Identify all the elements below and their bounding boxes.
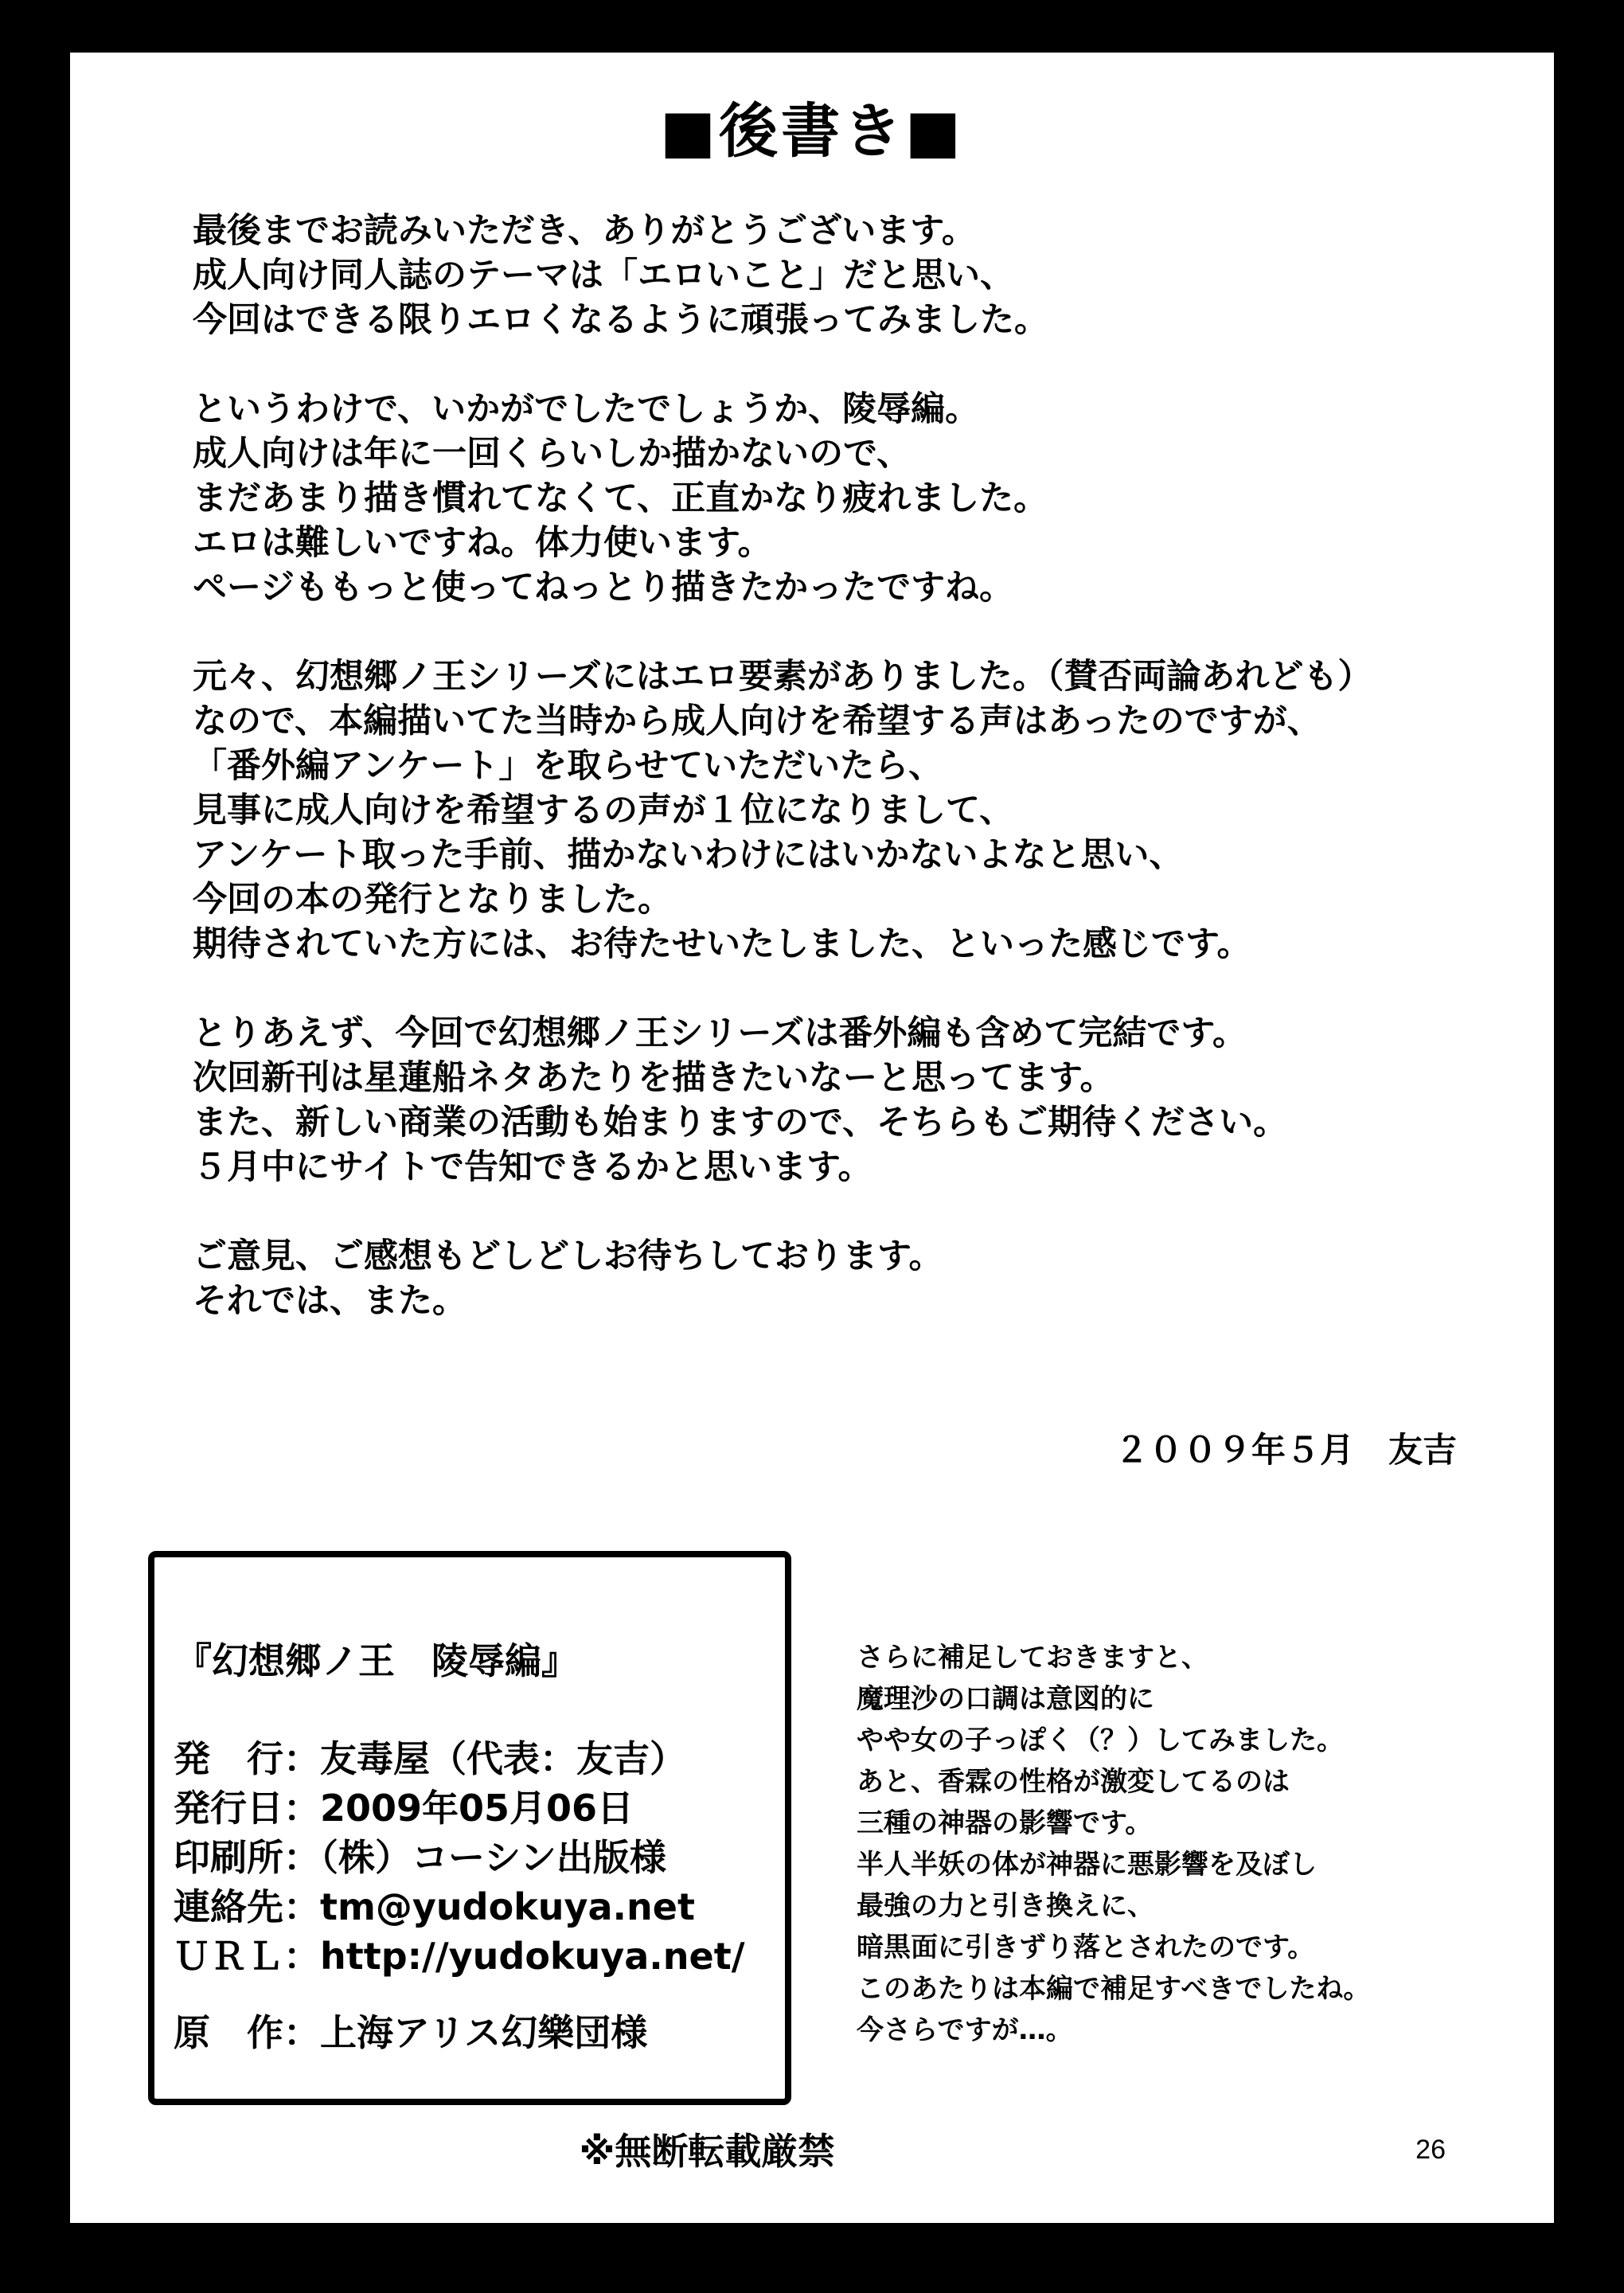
text-line: 最後までお読みいただき、ありがとうございます。 bbox=[193, 211, 976, 251]
note-line: このあたりは本編で補足すべきでしたね。 bbox=[857, 1973, 1371, 2005]
note-line: あと、香霖の性格が激変してるのは bbox=[857, 1766, 1290, 1798]
publish-date-row: 発行日：2009年05月06日 bbox=[174, 1787, 634, 1830]
text-line: エロは難しいですね。体力使います。 bbox=[193, 523, 772, 563]
text-line: 次回新刊は星蓮船ネタあたりを描きたいなーと思ってます。 bbox=[193, 1058, 1115, 1098]
paragraph bbox=[193, 209, 1530, 342]
text-line: ５月中にサイトで告知できるかと思います。 bbox=[193, 1147, 873, 1187]
text-line: 成人向けは年に一回くらいしか描かないので、 bbox=[193, 434, 912, 474]
note-line: 暗黒面に引きずり落とされたのです。 bbox=[857, 1932, 1315, 1963]
text-line: というわけで、いかがでしたでしょうか、陵辱編。 bbox=[193, 389, 980, 429]
text-line: まだあまり描き慣れてなくて、正直かなり疲れました。 bbox=[193, 479, 1048, 518]
paragraph bbox=[193, 387, 1530, 610]
note-line: さらに補足しておきますと、 bbox=[857, 1642, 1208, 1674]
note-line: 三種の神器の影響です。 bbox=[857, 1807, 1153, 1839]
text-line: 今回の本の発行となりました。 bbox=[193, 880, 672, 920]
url-row: ＵＲＬ：http://yudokuya.net/ bbox=[174, 1935, 745, 1978]
text-line: ご意見、ご感想もどしどしお待ちしております。 bbox=[193, 1236, 943, 1276]
page-number: 26 bbox=[1415, 2135, 1446, 2165]
text-line: それでは、また。 bbox=[193, 1281, 467, 1321]
text-line: アンケート取った手前、描かないわけにはいかないよなと思い、 bbox=[193, 835, 1184, 875]
colophon-rows bbox=[174, 1734, 745, 1981]
text-line: なので、本編描いてた当時から成人向けを希望する声はあったのですが、 bbox=[193, 701, 1321, 741]
reprint-notice: ※無断転載厳禁 bbox=[579, 2130, 835, 2173]
note-line: 半人半妖の体が神器に悪影響を及ぼし bbox=[857, 1849, 1317, 1881]
paragraph bbox=[193, 1234, 1530, 1323]
publisher-row: 発 行：友毒屋（代表：友吉） bbox=[174, 1737, 686, 1780]
text-line: 今回はできる限りエロくなるように頑張ってみました。 bbox=[193, 300, 1048, 340]
paragraph bbox=[193, 654, 1530, 967]
note-line: やや女の子っぽく（？）してみました。 bbox=[857, 1725, 1344, 1756]
original-work-row: 原 作：上海アリス幻樂団様 bbox=[174, 2011, 648, 2054]
text-line: 見事に成人向けを希望するの声が１位になりまして、 bbox=[193, 791, 1014, 830]
book-title: 『幻想郷ノ王 陵辱編』 bbox=[175, 1639, 578, 1682]
supplement-note bbox=[857, 1637, 1370, 2051]
note-line: 魔理沙の口調は意図的に bbox=[857, 1683, 1154, 1715]
text-line: また、新しい商業の活動も始まりますので、そちらもご期待ください。 bbox=[193, 1103, 1288, 1143]
afterword-body bbox=[193, 209, 1530, 1323]
text-line: 成人向け同人誌のテーマは「エロいこと」だと思い、 bbox=[193, 256, 1014, 295]
contact-row: 連絡先：tm@yudokuya.net bbox=[174, 1885, 695, 1928]
note-line: 今さらですが…。 bbox=[857, 2014, 1073, 2046]
paragraph bbox=[193, 1011, 1530, 1189]
note-line: 最強の力と引き換えに、 bbox=[857, 1890, 1154, 1922]
page bbox=[70, 53, 1554, 2223]
text-line: ページももっと使ってねっとり描きたかったですね。 bbox=[193, 568, 1014, 607]
text-line: 「番外編アンケート」を取らせていただいたら、 bbox=[193, 746, 943, 786]
text-line: 期待されていた方には、お待たせいたしました、といった感じです。 bbox=[193, 924, 1251, 964]
printer-row: 印刷所：（株）コーシン出版様 bbox=[174, 1836, 666, 1879]
text-line: とりあえず、今回で幻想郷ノ王シリーズは番外編も含めて完結です。 bbox=[193, 1014, 1247, 1053]
text-line: 元々、幻想郷ノ王シリーズにはエロ要素がありました。（賛否両論あれども） bbox=[193, 657, 1372, 697]
signature-date: ２００９年５月 友吉 bbox=[1115, 1431, 1457, 1471]
page-title: ■後書き■ bbox=[660, 97, 964, 166]
colophon-box bbox=[148, 1551, 791, 2105]
